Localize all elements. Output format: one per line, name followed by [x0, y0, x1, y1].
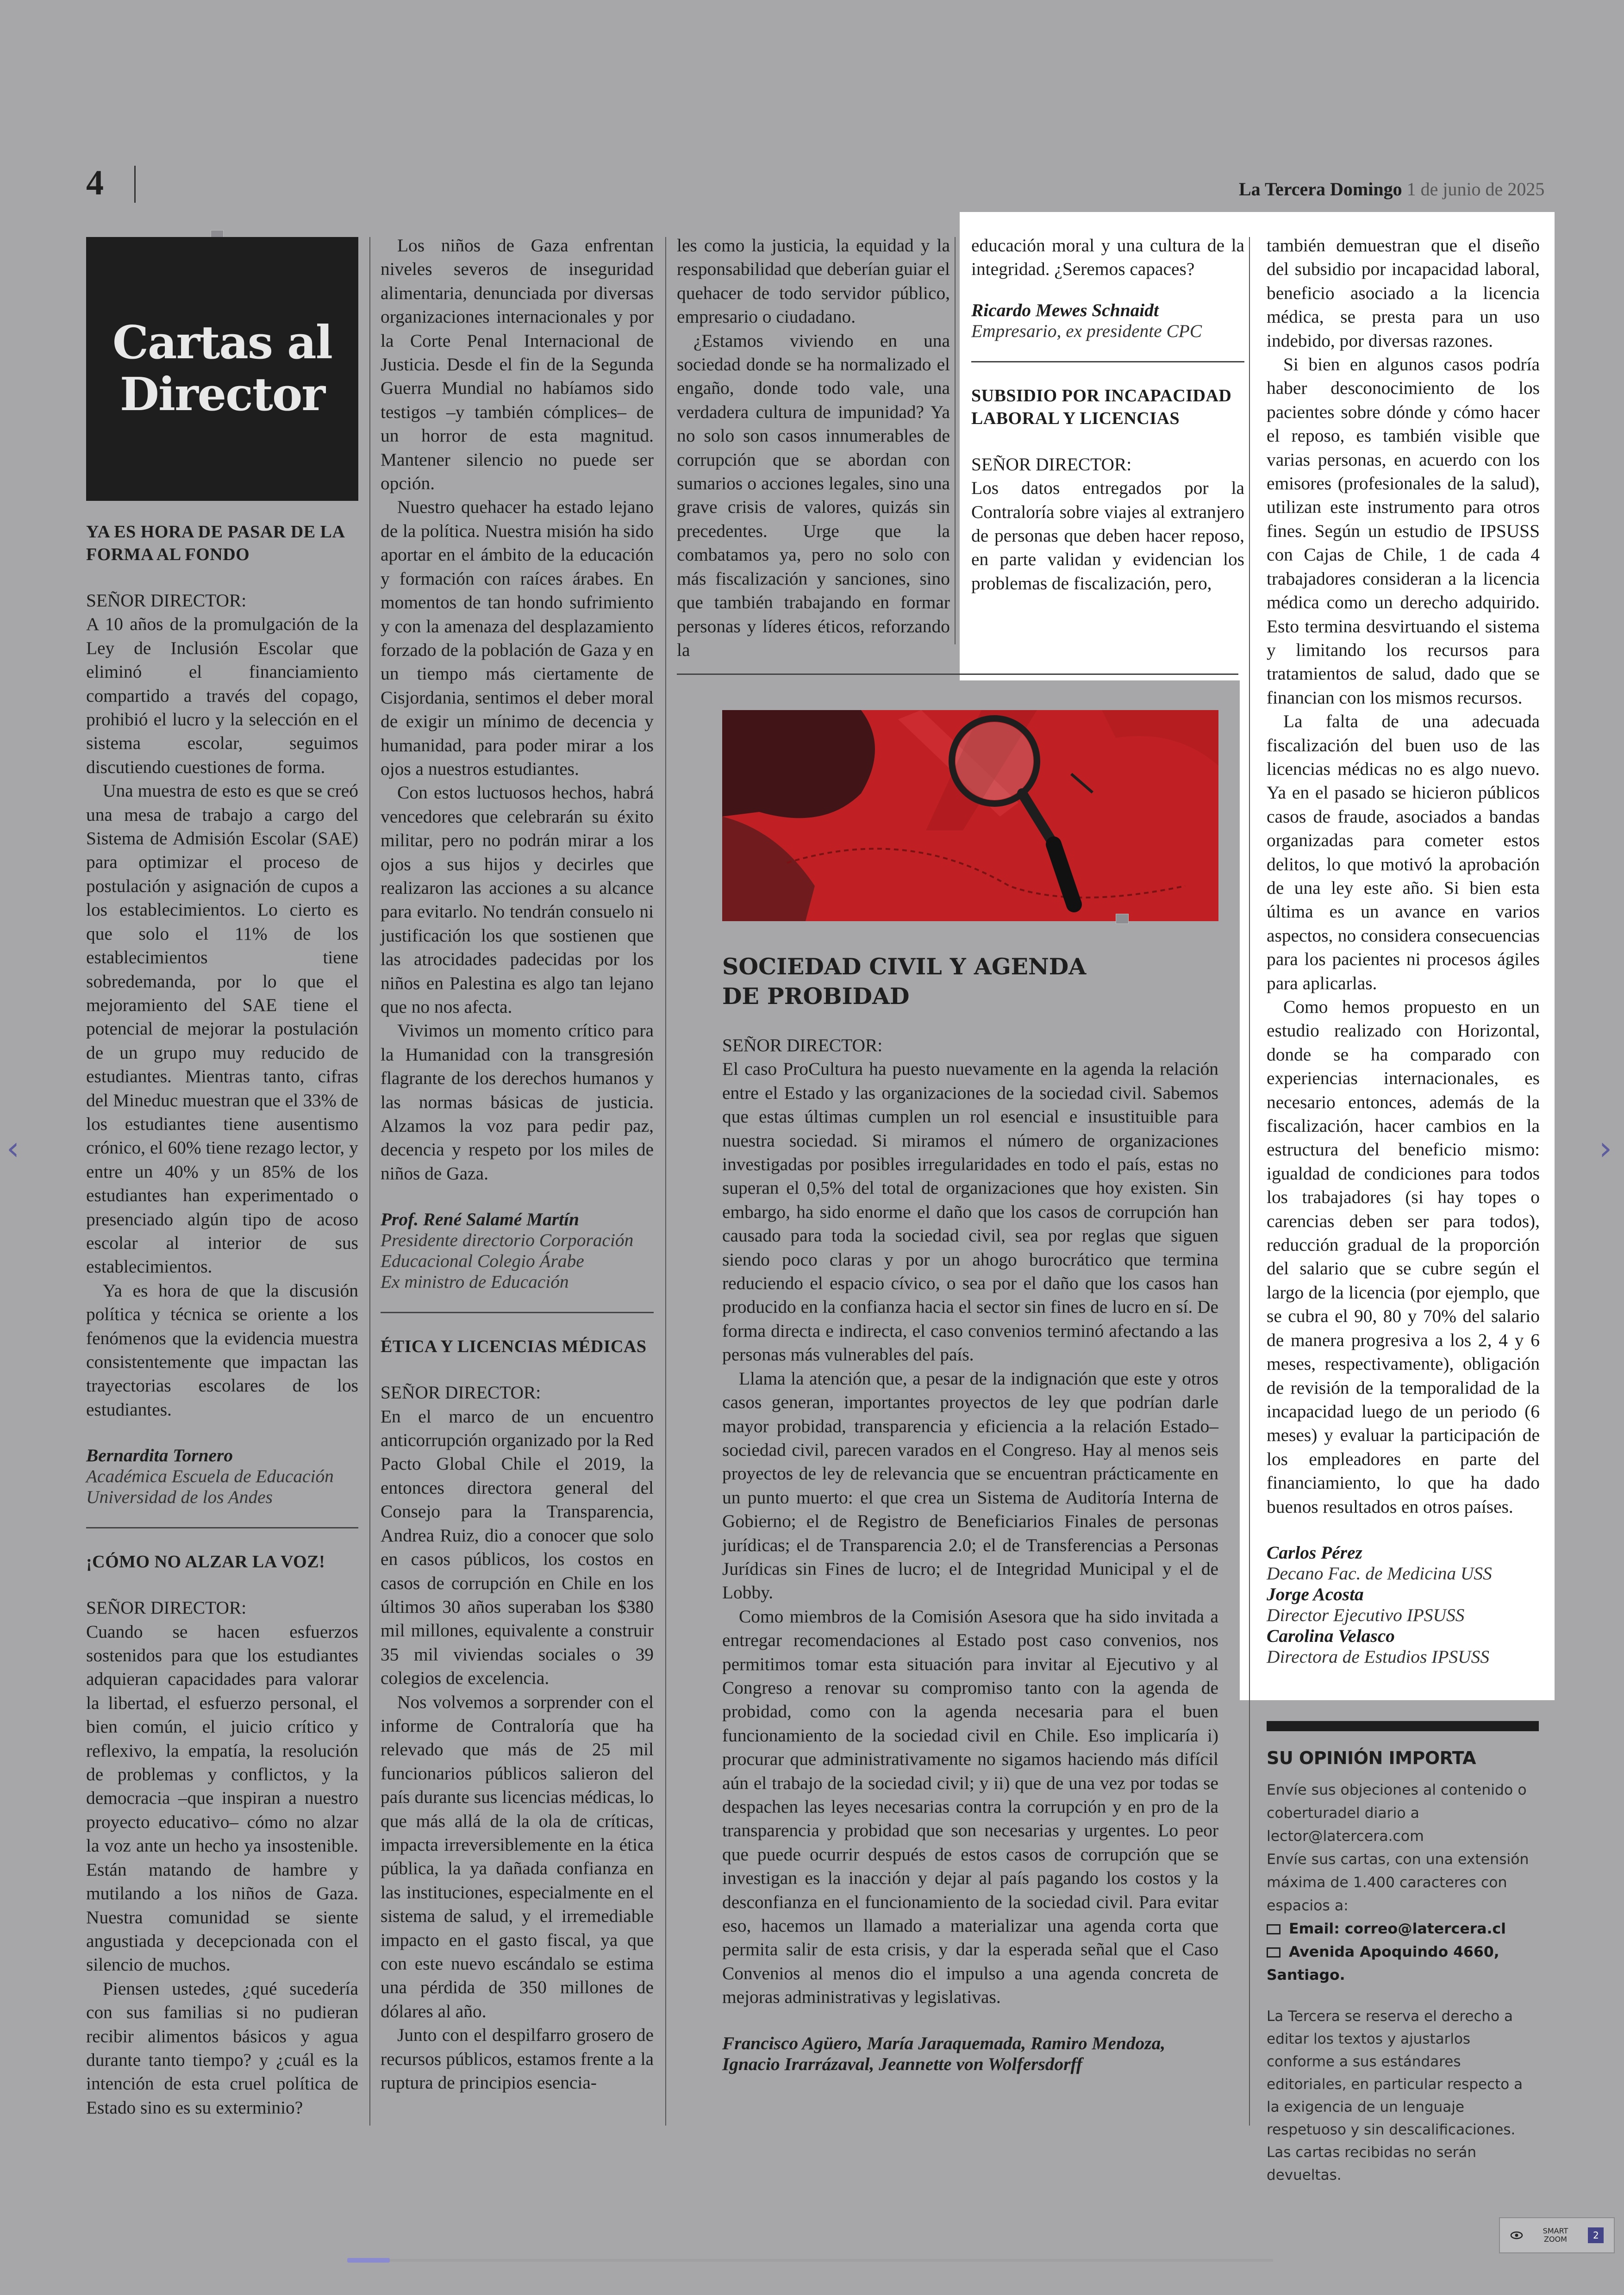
signature	[1267, 1542, 1540, 1667]
paragraph: Los niños de Gaza enfrentan niveles severos de inseguridad alimentaria, denunciada por diversas organizaciones internacionales y por la Corte Penal Internacional de Justicia. Desde el fin de la Segunda Guerra Mundial no habíamos sido testigos –y también cómplices– de un horror de esta magnitud. Mantener silencio no puede ser opción.	[381, 235, 654, 494]
author-role: Director Ejecutivo IPSUSS	[1267, 1604, 1465, 1625]
opinion-note: La Tercera se reserva el derecho a editar los textos y ajustarlos conforme a sus estándares editoriales, en particular respecto a la exigencia de un lenguaje respetuoso y sin descalificaciones. Las cartas recibidas no serán devueltas.	[1267, 2008, 1523, 2183]
salutation: SEÑOR DIRECTOR:	[381, 1382, 541, 1403]
author-role: Académica Escuela de Educación	[86, 1466, 334, 1487]
author-role: Ex ministro de Educación	[381, 1272, 569, 1292]
header-divider	[134, 166, 136, 203]
section-title: Cartas al Director	[112, 316, 332, 421]
paragraph: Una muestra de esto es que se creó una mesa de trabajo a cargo del Sistema de Admisión Escolar (SAE) para optimizar el proceso de postulación y asignación de cupos a los establecimientos. Lo cierto es que solo el 11% de los establecimientos tiene sobredemanda, por lo que el mejoramiento del SAE tiene el potencial de mejorar la postulación de un grupo muy reducido de estudiantes. Mientras tanto, cifras del Mineduc muestran que el 33% de los estudiantes tiene ausentismo crónico, el 60% tiene rezago lector, y entre un 40% y un 85% de los estudiantes han experimentado o presenciado algún tipo de acoso escolar al interior de sus establecimientos.	[86, 780, 358, 1277]
signature	[971, 300, 1244, 342]
smart-zoom-control[interactable]	[1499, 2217, 1615, 2253]
article-title-line: SOCIEDAD CIVIL Y AGENDA	[722, 953, 1087, 980]
paragraph: Ya es hora de que la discusión política y técnica se oriente a los fenómenos que la evidencia muestra consistentemente que impactan las trayectorias escolares de los estudiantes.	[86, 1280, 358, 1420]
opinion-text: Envíe sus objeciones al contenido o coberturadel diario a	[1267, 1782, 1527, 1821]
column-1	[86, 521, 358, 2120]
letter-title: ¡CÓMO NO ALZAR LA VOZ!	[86, 1552, 325, 1572]
page-scrollbar-thumb[interactable]	[347, 2258, 390, 2263]
paragraph: Junto con el despilfarro grosero de recursos públicos, estamos frente a la ruptura de principios esencia-	[381, 2025, 654, 2093]
column-divider	[955, 237, 956, 644]
author-role: Directora de Estudios IPSUSS	[1267, 1646, 1490, 1667]
signature	[381, 1209, 654, 1292]
paragraph: En el marco de un encuentro anticorrupción organizado por la Red Pacto Global Chile el 2019, la entonces directora general del Consejo para la Transparencia, Andrea Ruiz, dio a conocer que solo en casos públicos, los costos en casos de corrupción en Chile en los últimos 30 años superaban los $380 mil millones, equivalente a construir 35 mil viviendas sociales o 39 colegios de excelencia.	[381, 1406, 654, 1689]
prev-page-button[interactable]: ‹	[6, 1129, 19, 1167]
paragraph: A 10 años de la promulgación de la Ley de Inclusión Escolar que eliminó el financiamiento compartido a través del copago, prohibió el lucro y la selección en el sistema escolar, seguimos discutiendo cuestiones de forma.	[86, 614, 358, 777]
page-scrollbar-track[interactable]	[347, 2259, 1273, 2262]
paragraph: Si bien en algunos casos podría haber desconocimiento de los pacientes sobre dónde y cómo hacer el reposo, es también visible que varias personas, en acuerdo con los emisores (profesionales de la salud), utilizan este instrumento para otros fines. Según un estudio de IPSUSS con Cajas de Chile, 1 de cada 4 trabajadores consideran a la licencia médica como un derecho adquirido. Esto termina desvirtuando el sistema y limitando los recursos para tratamientos de salud, dado que se financian con los mismos recursos.	[1267, 354, 1540, 708]
signature	[86, 1445, 358, 1508]
mailbox-icon	[1267, 1947, 1280, 1958]
zoom-marker-icon[interactable]	[1116, 914, 1129, 924]
author-name: Carlos Pérez	[1267, 1542, 1362, 1563]
author-name: Carolina Velasco	[1267, 1625, 1395, 1646]
article-title	[722, 952, 1086, 1011]
opinion-title: SU OPINIÓN IMPORTA	[1267, 1748, 1476, 1768]
page-number: 4	[86, 163, 104, 202]
salutation: SEÑOR DIRECTOR:	[86, 590, 247, 611]
paragraph: Los datos entregados por la Contraloría sobre viajes al extranjero de personas que deben hacer reposo, en parte validan y evidencian los problemas de fiscalización, pero,	[971, 478, 1244, 593]
paragraph: Nos volvemos a sorprender con el informe de Contraloría que ha relevado que más de 25 mil funcionarios públicos salieron del país durante sus licencias médicas, lo que más allá de la ola de críticas, impacta irreversiblemente en la ética pública, la ya dañada confianza en las instituciones, especialmente en el sistema de salud, y el irremediable impacto en el gasto fiscal, ya que con este nuevo escándalo se estima una pérdida de 350 millones de dólares al año.	[381, 1691, 654, 2021]
author-name: Bernardita Tornero	[86, 1445, 233, 1466]
eye-icon	[1510, 2231, 1523, 2240]
center-article	[722, 1034, 1218, 2075]
author-role: Empresario, ex presidente CPC	[971, 320, 1202, 341]
paragraph: les como la justicia, la equidad y la responsabilidad que deberían guiar el quehacer de todo servidor público, empresario o ciudadano.	[677, 235, 950, 327]
paragraph: también demuestran que el diseño del subsidio por incapacidad laboral, beneficio asociado a la licencia médica, se presta para un uso indebido, por diversas razones.	[1267, 235, 1540, 351]
paragraph: Vivimos un momento crítico para la Humanidad con la transgresión flagrante de los derechos humanos y las normas básicas de justicia. Alzamos la voz para pedir paz, decencia y respeto por los miles de niños de Gaza.	[381, 1020, 654, 1184]
letter-divider	[86, 1527, 358, 1528]
smart-zoom-label	[1543, 2227, 1568, 2244]
column-5	[1267, 234, 1540, 1667]
opinion-email-link[interactable]: lector@latercera.com	[1267, 1828, 1424, 1845]
paragraph: educación moral y una cultura de la integridad. ¿Seremos capaces?	[971, 235, 1244, 280]
letter-divider	[971, 361, 1244, 362]
author-role: Universidad de los Andes	[86, 1487, 273, 1508]
next-page-button[interactable]: ›	[1599, 1129, 1612, 1167]
author-role: Decano Fac. de Medicina USS	[1267, 1563, 1492, 1584]
opinion-email[interactable]: Email: correo@latercera.cl	[1289, 1921, 1506, 1937]
signature	[722, 2033, 1218, 2075]
opinion-bar	[1267, 1721, 1539, 1731]
opinion-address: Avenida Apoquindo 4660, Santiago.	[1267, 1944, 1499, 1983]
opinion-address-row	[1267, 1940, 1539, 1987]
zoom-level-badge[interactable]: 2	[1588, 2227, 1604, 2243]
paragraph: Con estos luctuosos hechos, habrá vencedores que celebrarán su éxito militar, pero no podrán mirar a los ojos a sus hijos y decirles que realizaron las acciones a su alcance para evitarlo. No tendrán consuelo ni justificación los que sostienen que las atrocidades padecidas por los niños en Palestina es algo tan lejano que no nos afecta.	[381, 782, 654, 1017]
opinion-email-row	[1267, 1917, 1539, 1940]
column-3	[677, 234, 950, 662]
salutation: SEÑOR DIRECTOR:	[722, 1035, 883, 1055]
column-divider	[665, 237, 666, 2126]
paragraph: La falta de una adecuada fiscalización del buen uso de las licencias médicas no es algo nuevo. Ya en el pasado se hicieron públicos casos de fraude, asociados a bandas organizadas para cometer estos delitos, lo que motivó la aprobación de una ley este año. Si bien esta última es un avance en varios aspectos, no considera consecuencias para los pacientes ni procesos ágiles para aplicarlas.	[1267, 711, 1540, 993]
column-4	[971, 234, 1244, 595]
article-title-line: DE PROBIDAD	[722, 983, 910, 1010]
letter-title: YA ES HORA DE PASAR DE LA FORMA AL FONDO	[86, 522, 344, 564]
paragraph: Como hemos propuesto en un estudio realizado con Horizontal, donde se ha comparado con experiencias internacionales, es necesario entonces, además de la fiscalización, hacer cambios en la estructura del beneficio mismo: igualdad de condiciones para todos los trabajadores (si hay topes o carencias deben ser para todos), reducción gradual de la proporción del salario que se cubre según el largo de la licencia (por ejemplo, que se cubra el 90, 80 y 70% del salario de manera progresiva a los 2, 4 y 6 meses, respectivamente), obligación de revisión de la temporalidad de la incapacidad luego de un periodo (6 meses) y evaluar la participación de los empleadores en parte del financiamiento, lo que ha dado buenos resultados en otros países.	[1267, 997, 1540, 1517]
paragraph: Como miembros de la Comisión Asesora que ha sido invitada a entregar recomendaciones al Estado post caso convenios, nos permitimos tomar esta situación para invitar al Ejecutivo y al Congreso a renovar su compromiso tanto con la agenda de probidad, como con la agenda necesaria para el buen funcionamiento de la sociedad civil en Chile. Eso implicaría i) procurar que administrativamente no sigamos haciendo más difícil aún el trabajo de la sociedad civil; y ii) que de una vez por todas se despachen las leyes necesarias contra la corrupción y en pro de la transparencia y probidad que son necesarias y urgentes. Lo peor que puede ocurrir después de estos casos de corrupción que se investigan es la inacción y dejar al país pagando los costos y la desconfianza en el funcionamiento de la sociedad civil. Para evitar eso, hacemos un llamado a materializar una agenda corta que permita salir de esta crisis, y dar la esperada señal que el Caso Convenios al menos dio el impulso a una agenda concreta de mejoras administrativas y legislativas.	[722, 1606, 1218, 2008]
opinion-box	[1267, 1721, 1539, 2187]
paragraph: Piensen ustedes, ¿qué sucedería con sus familias si no pudieran recibir alimentos básicos y agua durante tanto tiempo? y ¿cuál es la intención de esta cruel política de Estado sino es su exterminio?	[86, 1978, 358, 2118]
column-divider	[369, 237, 370, 2126]
paragraph: El caso ProCultura ha puesto nuevamente en la agenda la relación entre el Estado y las organizaciones de la sociedad civil. Sabemos que estas últimas cumplen un rol esencial e insustituible para nuestra sociedad. Si miramos el número de organizaciones investigadas por posibles irregularidades en todo el país, estas no superan el 0,5% del total de organizaciones que hoy existen. Sin embargo, ha sido enorme el daño que los casos de corrupción han causado para toda la sociedad civil, sea por reglas que siguen siendo poco claras y por un ahogo burocrático que termina reduciendo el espacio cívico, o sea por el daño que los casos han producido en la confianza hacia el sector sin fines de lucro en sí. De forma directa e indirecta, el caso convenios terminó afectando a las personas más vulnerables del país.	[722, 1059, 1218, 1365]
author-name: Ricardo Mewes Schnaidt	[971, 299, 1159, 320]
paragraph: ¿Estamos viviendo en una sociedad donde se ha normalizado el engaño, donde todo vale, una verdadera cultura de impunidad? Ya no solo son casos innumerables de corrupción que se abordan con sumarios o acciones legales, sino una grave crisis de valores, quizás sin precedentes. Urge que la combatamos ya, pero no solo con más fiscalización y sanciones, sino que también trabajando en formar personas y líderes éticos, reforzando la	[677, 330, 950, 660]
author-role: Presidente directorio Corporación Educacional Colegio Árabe	[381, 1230, 634, 1272]
brand-name: La Tercera Domingo	[1239, 179, 1402, 200]
masthead	[1239, 178, 1544, 200]
salutation: SEÑOR DIRECTOR:	[86, 1597, 247, 1618]
smart-zoom-label-line: ZOOM	[1544, 2235, 1567, 2244]
letter-title: SUBSIDIO POR INCAPACIDAD LABORAL Y LICENCIAS	[971, 386, 1232, 428]
section-divider	[677, 674, 1238, 675]
smart-zoom-label-line: SMART	[1543, 2226, 1568, 2235]
envelope-icon	[1267, 1924, 1280, 1934]
magnifying-glass-icon	[722, 710, 1218, 921]
opinion-text: Envíe sus cartas, con una extensión máxima de 1.400 caracteres con espacios a:	[1267, 1851, 1529, 1914]
author-name: Jorge Acosta	[1267, 1584, 1364, 1604]
author-names: Francisco Agüero, María Jaraquemada, Ramiro Mendoza, Ignacio Irarrázaval, Jeannette von Wolfersdorff	[722, 2033, 1166, 2074]
letter-title: ÉTICA Y LICENCIAS MÉDICAS	[381, 1337, 647, 1357]
magnifying-glass-illustration	[722, 710, 1218, 921]
column-2	[381, 234, 654, 2095]
salutation: SEÑOR DIRECTOR:	[971, 454, 1132, 474]
author-name: Prof. René Salamé Martín	[381, 1209, 579, 1230]
paragraph: Cuando se hacen esfuerzos sostenidos para que los estudiantes adquieran capacidades para valorar la libertad, el esfuerzo personal, el bien común, el juicio crítico y reflexivo, la empatía, la resolución de problemas y conflictos, y la democracia –que inspiran a nuestro proyecto educativo– cómo no alzar la voz ante un hecho ya insostenible. Están matando de hambre y mutilando a los niños de Gaza. Nuestra comunidad se siente angustiada y decepcionada con el silencio de muchos.	[86, 1621, 358, 1975]
paragraph: Nuestro quehacer ha estado lejano de la política. Nuestra misión ha sido aportar en el ámbito de la educación y formación con raíces árabes. En momentos de tan hondo sufrimiento y con la amenaza del desplazamiento forzado de la población de Gaza y en un tiempo más ciertamente de Cisjordania, sentimos el deber moral de exigir un mínimo de decencia y humanidad, para poder mirar a los ojos a nuestros estudiantes.	[381, 497, 654, 779]
column-divider	[1249, 237, 1250, 2126]
section-title-box	[86, 237, 358, 501]
letter-divider	[381, 1312, 654, 1313]
edition-date: 1 de junio de 2025	[1406, 179, 1545, 200]
paragraph: Llama la atención que, a pesar de la indignación que este y otros casos generan, importantes proyectos de ley que podrían darle mayor probidad, transparencia y eficiencia a la relación Estado–sociedad civil, parecen varados en el Congreso. Hay al menos seis proyectos de ley de relevancia que se encuentran prácticamente en un punto muerto: el que crea un Sistema de Auditoría Interna de Gobierno; el de Registro de Beneficiarios Finales de personas jurídicas; el de Transparencia 2.0; el de Transferencias a Personas Jurídicas sin Fines de lucro; el de Integridad Municipal y el de Lobby.	[722, 1368, 1218, 1603]
